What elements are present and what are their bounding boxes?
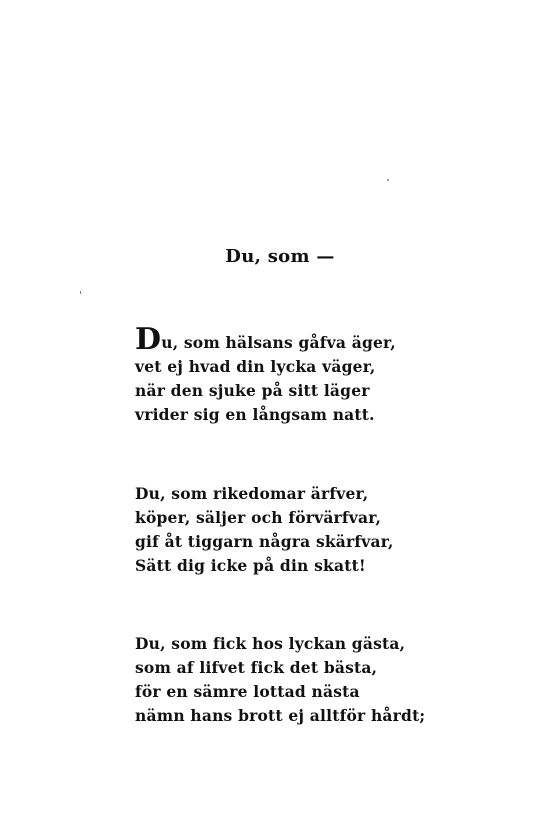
- stanza-1: [135, 322, 435, 427]
- poem-title: Du, som —: [225, 246, 335, 267]
- poem-line: gif åt tiggarn några skärfvar,: [135, 532, 394, 551]
- poem-line: Sätt dig icke på din skatt!: [135, 556, 366, 575]
- stanza-3: [135, 632, 435, 728]
- poem-line: Du, som fick hos lyckan gästa,: [135, 634, 406, 653]
- print-speck: [80, 291, 81, 294]
- poem-line: nämn hans brott ej alltför hårdt;: [135, 706, 426, 725]
- poem-line-text: u, som hälsans gåfva äger,: [161, 333, 396, 352]
- poem-line: som af lifvet fick det bästa,: [135, 658, 378, 677]
- stanza-2: [135, 482, 435, 578]
- poem-line: [135, 322, 435, 357]
- poem-line: vrider sig en långsam natt.: [135, 405, 375, 424]
- poem-line: Du, som rikedomar ärfver,: [135, 484, 369, 503]
- poem-line: köper, säljer och förvärfvar,: [135, 508, 382, 527]
- poem-line: för en sämre lottad nästa: [135, 682, 360, 701]
- print-speck: [387, 179, 389, 181]
- poem-line: när den sjuke på sitt läger: [135, 381, 370, 400]
- drop-cap: D: [135, 322, 162, 357]
- poem-line: vet ej hvad din lycka väger,: [135, 357, 376, 376]
